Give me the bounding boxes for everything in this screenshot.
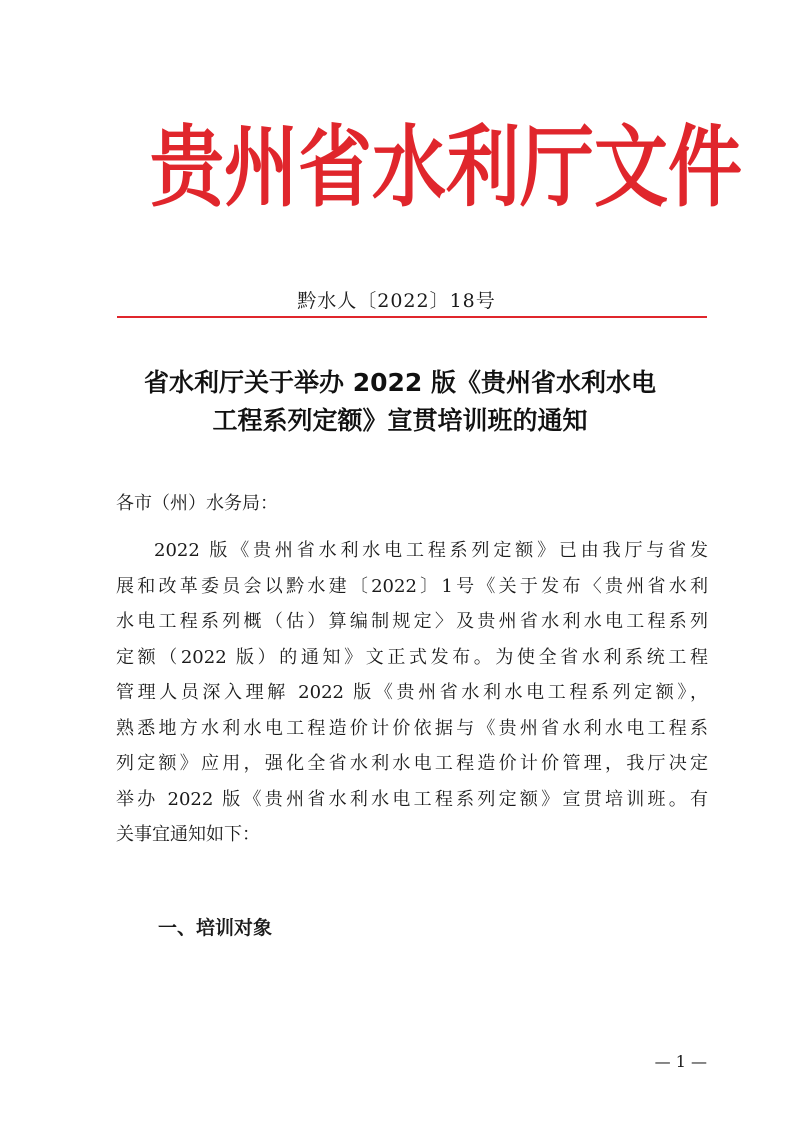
masthead-char: 水 [372, 116, 446, 220]
masthead-char: 厅 [520, 116, 594, 220]
masthead-char: 利 [446, 116, 520, 220]
page-number: — 1 — [654, 1052, 707, 1071]
document-number: 黔水人〔2022〕18号 [297, 290, 496, 312]
masthead-char: 贵 [150, 116, 224, 220]
document-title [100, 364, 700, 440]
masthead-title [150, 116, 742, 220]
masthead-char: 文 [594, 116, 668, 220]
body-line: 熟悉地方水利水电工程造价计价依据与《贵州省水利水电工程系 [116, 717, 708, 739]
red-divider [117, 316, 707, 318]
masthead-char: 件 [668, 116, 742, 220]
body-line: 2022 版《贵州省水利水电工程系列定额》已由我厅与省发 [154, 540, 708, 561]
body-line: 举办 2022 版《贵州省水利水电工程系列定额》宣贯培训班。有 [116, 788, 708, 810]
section-heading: 一、培训对象 [158, 917, 273, 939]
body-line: 展和改革委员会以黔水建〔2022〕1号《关于发布〈贵州省水利 [116, 575, 708, 597]
masthead-char: 省 [298, 116, 372, 220]
body-line: 定额（2022 版）的通知》文正式发布。为使全省水利系统工程 [116, 646, 708, 668]
body-line: 关事宜通知如下： [116, 824, 260, 845]
body-paragraph [116, 533, 708, 853]
salutation: 各市（州）水务局： [116, 493, 278, 514]
masthead-char: 州 [224, 116, 298, 220]
body-line: 列定额》应用，强化全省水利水电工程造价计价管理，我厅决定 [116, 753, 708, 774]
title-line: 省水利厅关于举办 2022 版《贵州省水利水电 [144, 368, 656, 397]
body-line: 管理人员深入理解 2022 版《贵州省水利水电工程系列定额》， [116, 682, 708, 703]
title-line: 工程系列定额》宣贯培训班的通知 [212, 406, 588, 435]
body-line: 水电工程系列概（估）算编制规定〉及贵州省水利水电工程系列 [116, 611, 708, 632]
